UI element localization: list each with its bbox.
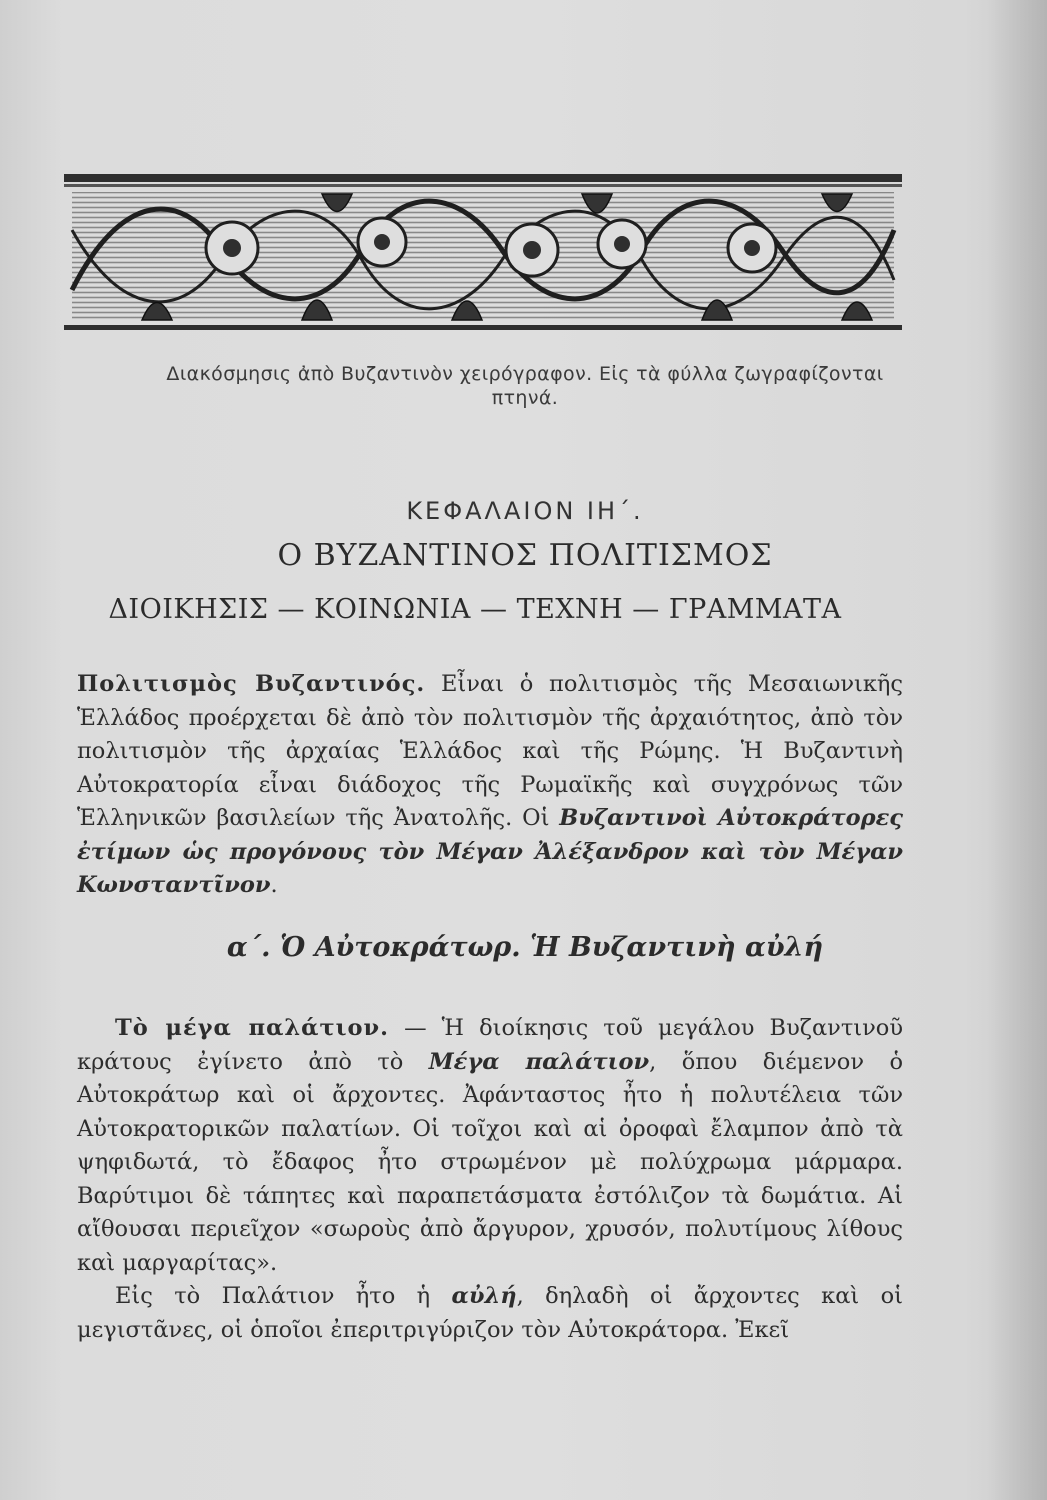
paragraph-text-end: , δηλαδὴ οἱ ἄρχοντες καὶ οἱ μεγιστᾶνες, οἱ ὁποῖοι ἐπεριτριγύριζον τὸν Αὐτοκράτορα. Ἐκεῖ [77,1283,903,1343]
paragraph-text-end: . [270,872,278,898]
ornament-caption: Διακόσμησις ἀπὸ Βυζαντινὸν χειρόγραφον. Εἰς τὰ φύλλα ζωγραφίζονται πτηνά. [166,363,884,409]
paragraph-lead: Τὸ μέγα παλάτιον. [115,1015,389,1041]
paragraph-lead: Πολιτισμὸς Βυζαντινός. [77,671,426,697]
paragraph-court [77,1280,903,1347]
paragraph-emphasis: Βυζαντινοὶ Αὐτοκράτορες ἐτίμων ὡς προγόνους τὸν Μέγαν Ἀλέξανδρον καὶ τὸν Μέγαν Κωνσταντῖνον [77,805,903,898]
paragraph-byzantine-civilization [77,668,903,903]
paragraph-great-palace [77,1012,903,1280]
chapter-label: ΚΕΦΑΛΑΙΟΝ ΙΗ΄. [406,497,644,525]
paragraph-emphasis: αὐλή [451,1283,517,1309]
paragraph-text: Εἰς τὸ Παλάτιον ἦτο ἡ [115,1283,452,1309]
paragraph-text: — Ἡ διοίκησις τοῦ μεγάλου Βυζαντινοῦ κράτους ἐγίνετο ἀπὸ τὸ [77,1015,903,1075]
paragraph-emphasis: Μέγα παλάτιον [428,1048,650,1075]
paragraph-text: Εἶναι ὁ πολιτισμὸς τῆς Μεσαιωνικῆς Ἑλλάδος προέρχεται δὲ ἀπὸ τὸν πολιτισμὸν τῆς ἀρχαιότητος, ἀπὸ τὸν πολιτισμὸν τῆς ἀρχαίας Ἑλλάδος καὶ τῆς Ρώμης. Ἡ Βυζαντινὴ Αὐτοκρατορία εἶναι διάδοχος τῆς Ρωμαϊκῆς καὶ συγχρόνως τῶν Ἑλληνικῶν βασιλείων τῆς Ἀνατολῆς. Οἱ [77,671,903,831]
chapter-subtitle: ΔΙΟΙΚΗΣΙΣ — ΚΟΙΝΩΝΙΑ — ΤΕΧΝΗ — ΓΡΑΜΜΑΤΑ [108,594,842,625]
page-edge-shadow [987,0,1047,1500]
paragraph-text-end: , ὅπου διέμενον ὁ Αὐτοκράτωρ καὶ οἱ ἄρχοντες. Ἀφάνταστος ἦτο ἡ πολυτέλεια τῶν Αὐτοκρατορικῶν παλατίων. Οἱ τοῖχοι καὶ αἱ ὀροφαὶ ἔλαμπον ἀπὸ τὰ ψηφιδωτά, τὸ ἔδαφος ἦτο στρωμένον μὲ πολύχρωμα μάρμαρα. Βαρύτιμοι δὲ τάπητες καὶ παραπετάσματα ἐστόλιζον τὰ δωμάτια. Αἱ αἴθουσαι περιεῖχον «σωροὺς ἀπὸ ἄργυρον, χρυσόν, πολυτίμους λίθους καὶ μαργαρίτας». [77,1048,903,1276]
chapter-title: Ο ΒΥΖΑΝΤΙΝΟΣ ΠΟΛΙΤΙΣΜΟΣ [277,538,773,573]
byzantine-ornament-band [62,170,904,340]
section-heading: α΄. Ὁ Αὐτοκράτωρ. Ἡ Βυζαντινὴ αὐλή [226,932,824,963]
